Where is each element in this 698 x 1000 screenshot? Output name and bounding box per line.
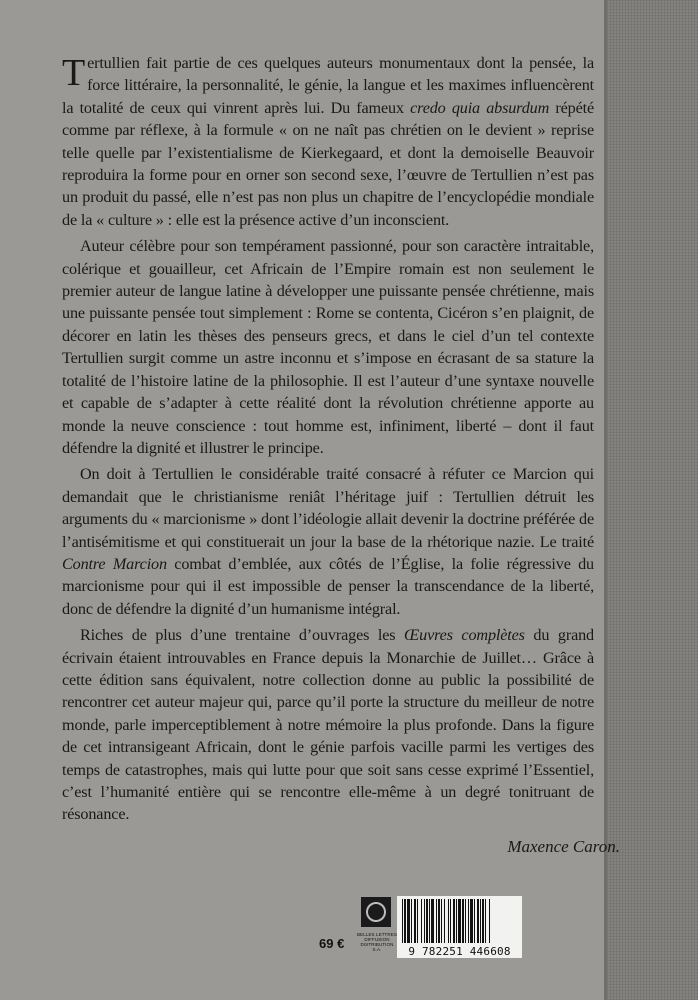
drop-cap: T — [62, 52, 86, 94]
paragraph-3 — [62, 463, 594, 620]
publisher-line-2: DIFFUSION — [364, 937, 390, 942]
paragraph-1 — [62, 52, 594, 231]
publisher-line-3: DISTRIBUTION — [360, 942, 394, 947]
barcode-bar — [465, 899, 466, 943]
publisher-emblem-ring — [366, 902, 386, 922]
paragraph-1-part-1: ertullien fait partie de ces quelques auteurs monumentaux dont la pensée, la force littéraire, la personnalité, le génie, la langue et les maximes influencèrent la totalité de ceux qui vinrent après lui. Du fameux — [62, 54, 594, 117]
barcode-bar — [453, 899, 455, 943]
barcode-bar — [448, 899, 449, 943]
barcode-bar — [421, 899, 422, 943]
barcode-bar — [407, 899, 410, 943]
barcode-bar — [477, 899, 479, 943]
publisher-emblem-icon — [361, 897, 391, 927]
barcode-bar — [402, 899, 403, 943]
barcode-bar — [426, 899, 428, 943]
barcode-bar — [438, 899, 440, 943]
publisher-line-4: S.A. — [372, 947, 382, 952]
barcode-bar — [489, 899, 490, 943]
barcode-bar — [404, 899, 406, 943]
blurb-text — [62, 52, 594, 826]
barcode-bar — [417, 899, 418, 943]
paragraph-4-part-2: du grand écrivain étaient introuvables en France depuis la Monarchie de Juillet… Grâce à cette édition sans équivalent, notre collection donne au public la possibilité de rencontrer cet auteur majeur qui, parce qu’il porte la structure du meilleur de notre monde, parle imperceptiblement à notre mémoire la plus profonde. Dans la figure de cet intransigeant Africain, dont le génie parfois vacille parmi les vertiges des temps de catastrophes, mais qui lutte pour que soit sans cesse exprimé l’Essentiel, c’est l’humanité entière qui se rencontre elle-même à un degré tonitruant de résonance. — [62, 626, 594, 824]
isbn-number: 9 782251 446608 — [397, 945, 522, 958]
paragraph-4 — [62, 624, 594, 826]
paragraph-4-italic: Œuvres complètes — [404, 626, 525, 645]
barcode-bar — [456, 899, 457, 943]
barcode-bar — [429, 899, 430, 943]
barcode-bar — [436, 899, 437, 943]
paragraph-1-italic: credo quia absurdum — [410, 98, 550, 117]
barcode-bar — [431, 899, 434, 943]
paragraph-3-part-2: combat d’emblée, aux côtés de l’Église, la folie régressive du marcionisme pour qui il est impossible de penser la transcendance de la liberté, donc de défendre la dignité d’un humanisme intégral. — [62, 554, 594, 618]
barcode-bar — [480, 899, 481, 943]
paragraph-3-part-1: On doit à Tertullien le considérable traité consacré à réfuter ce Marcion qui demandait que le christianisme reniât l’héritage juif : Tertullien détruit les arguments du « marcionisme » dont l’idéologie allait devenir la doctrine préférée de l’antisémitisme et qui constituerait un jour la base de la rhétorique nazie. Le traité — [62, 465, 594, 551]
price-label: 69 € — [319, 936, 345, 951]
barcode-bar — [485, 899, 486, 943]
barcode-bar — [468, 899, 469, 943]
barcode-bar — [482, 899, 484, 943]
barcode-bar — [470, 899, 473, 943]
publisher-imprint — [356, 932, 398, 952]
barcode-bar — [462, 899, 464, 943]
author-signature: Maxence Caron. — [507, 837, 620, 856]
paragraph-1-part-2: répété comme par réflexe, à la formule « on ne naît pas chrétien on le devient » reprise telle quelle par l’existentialisme de Kierkegaard, et dont la demoiselle Beauvoir reproduira la forme pour en orner son second sexe, l’œuvre de Tertullien n’est pas un produit du passé, elle n’est pas non plus un chapitre de l’encyclopédie mondiale de la « culture » : elle est la présence active d’un inconscient. — [62, 98, 594, 229]
barcode-bar — [414, 899, 416, 943]
publisher-line-1: BELLES LETTRES — [357, 932, 397, 937]
barcode-bar — [444, 899, 445, 943]
barcode-bars — [402, 899, 517, 943]
isbn-barcode — [397, 896, 522, 946]
barcode-bar — [450, 899, 451, 943]
barcode-bar — [458, 899, 461, 943]
paragraph-4-part-1: Riches de plus d’une trentaine d’ouvrages les — [80, 626, 404, 645]
paragraph-3-italic: Contre Marcion — [62, 554, 167, 573]
barcode-bar — [411, 899, 412, 943]
paragraph-2: Auteur célèbre pour son tempérament passionné, pour son caractère intraitable, colérique et gouailleur, cet Africain de l’Empire romain est non seulement le premier auteur de langue latine à développer une puissante pensée chrétienne, mais une puissante pensée tout simplement : Rome se contenta, Cicéron s’en plaignit, de décorer en latin les thèses des penseurs grecs, et dans le ciel d’un tel contexte Tertullien surgit comme un astre inconnu et s’impose en écrasant de sa stature la totalité de l’histoire latine de la philosophie. Il est l’auteur d’une syntaxe nouvelle et capable de s’adapter à cette réalité dont la révolution chrétienne apporte au monde la neuve conscience : tout homme est, infiniment, liberté – dont il faut défendre la dignité et illustrer le principe. — [62, 237, 594, 457]
barcode-bar — [474, 899, 475, 943]
barcode-bar — [424, 899, 425, 943]
barcode-bar — [441, 899, 442, 943]
